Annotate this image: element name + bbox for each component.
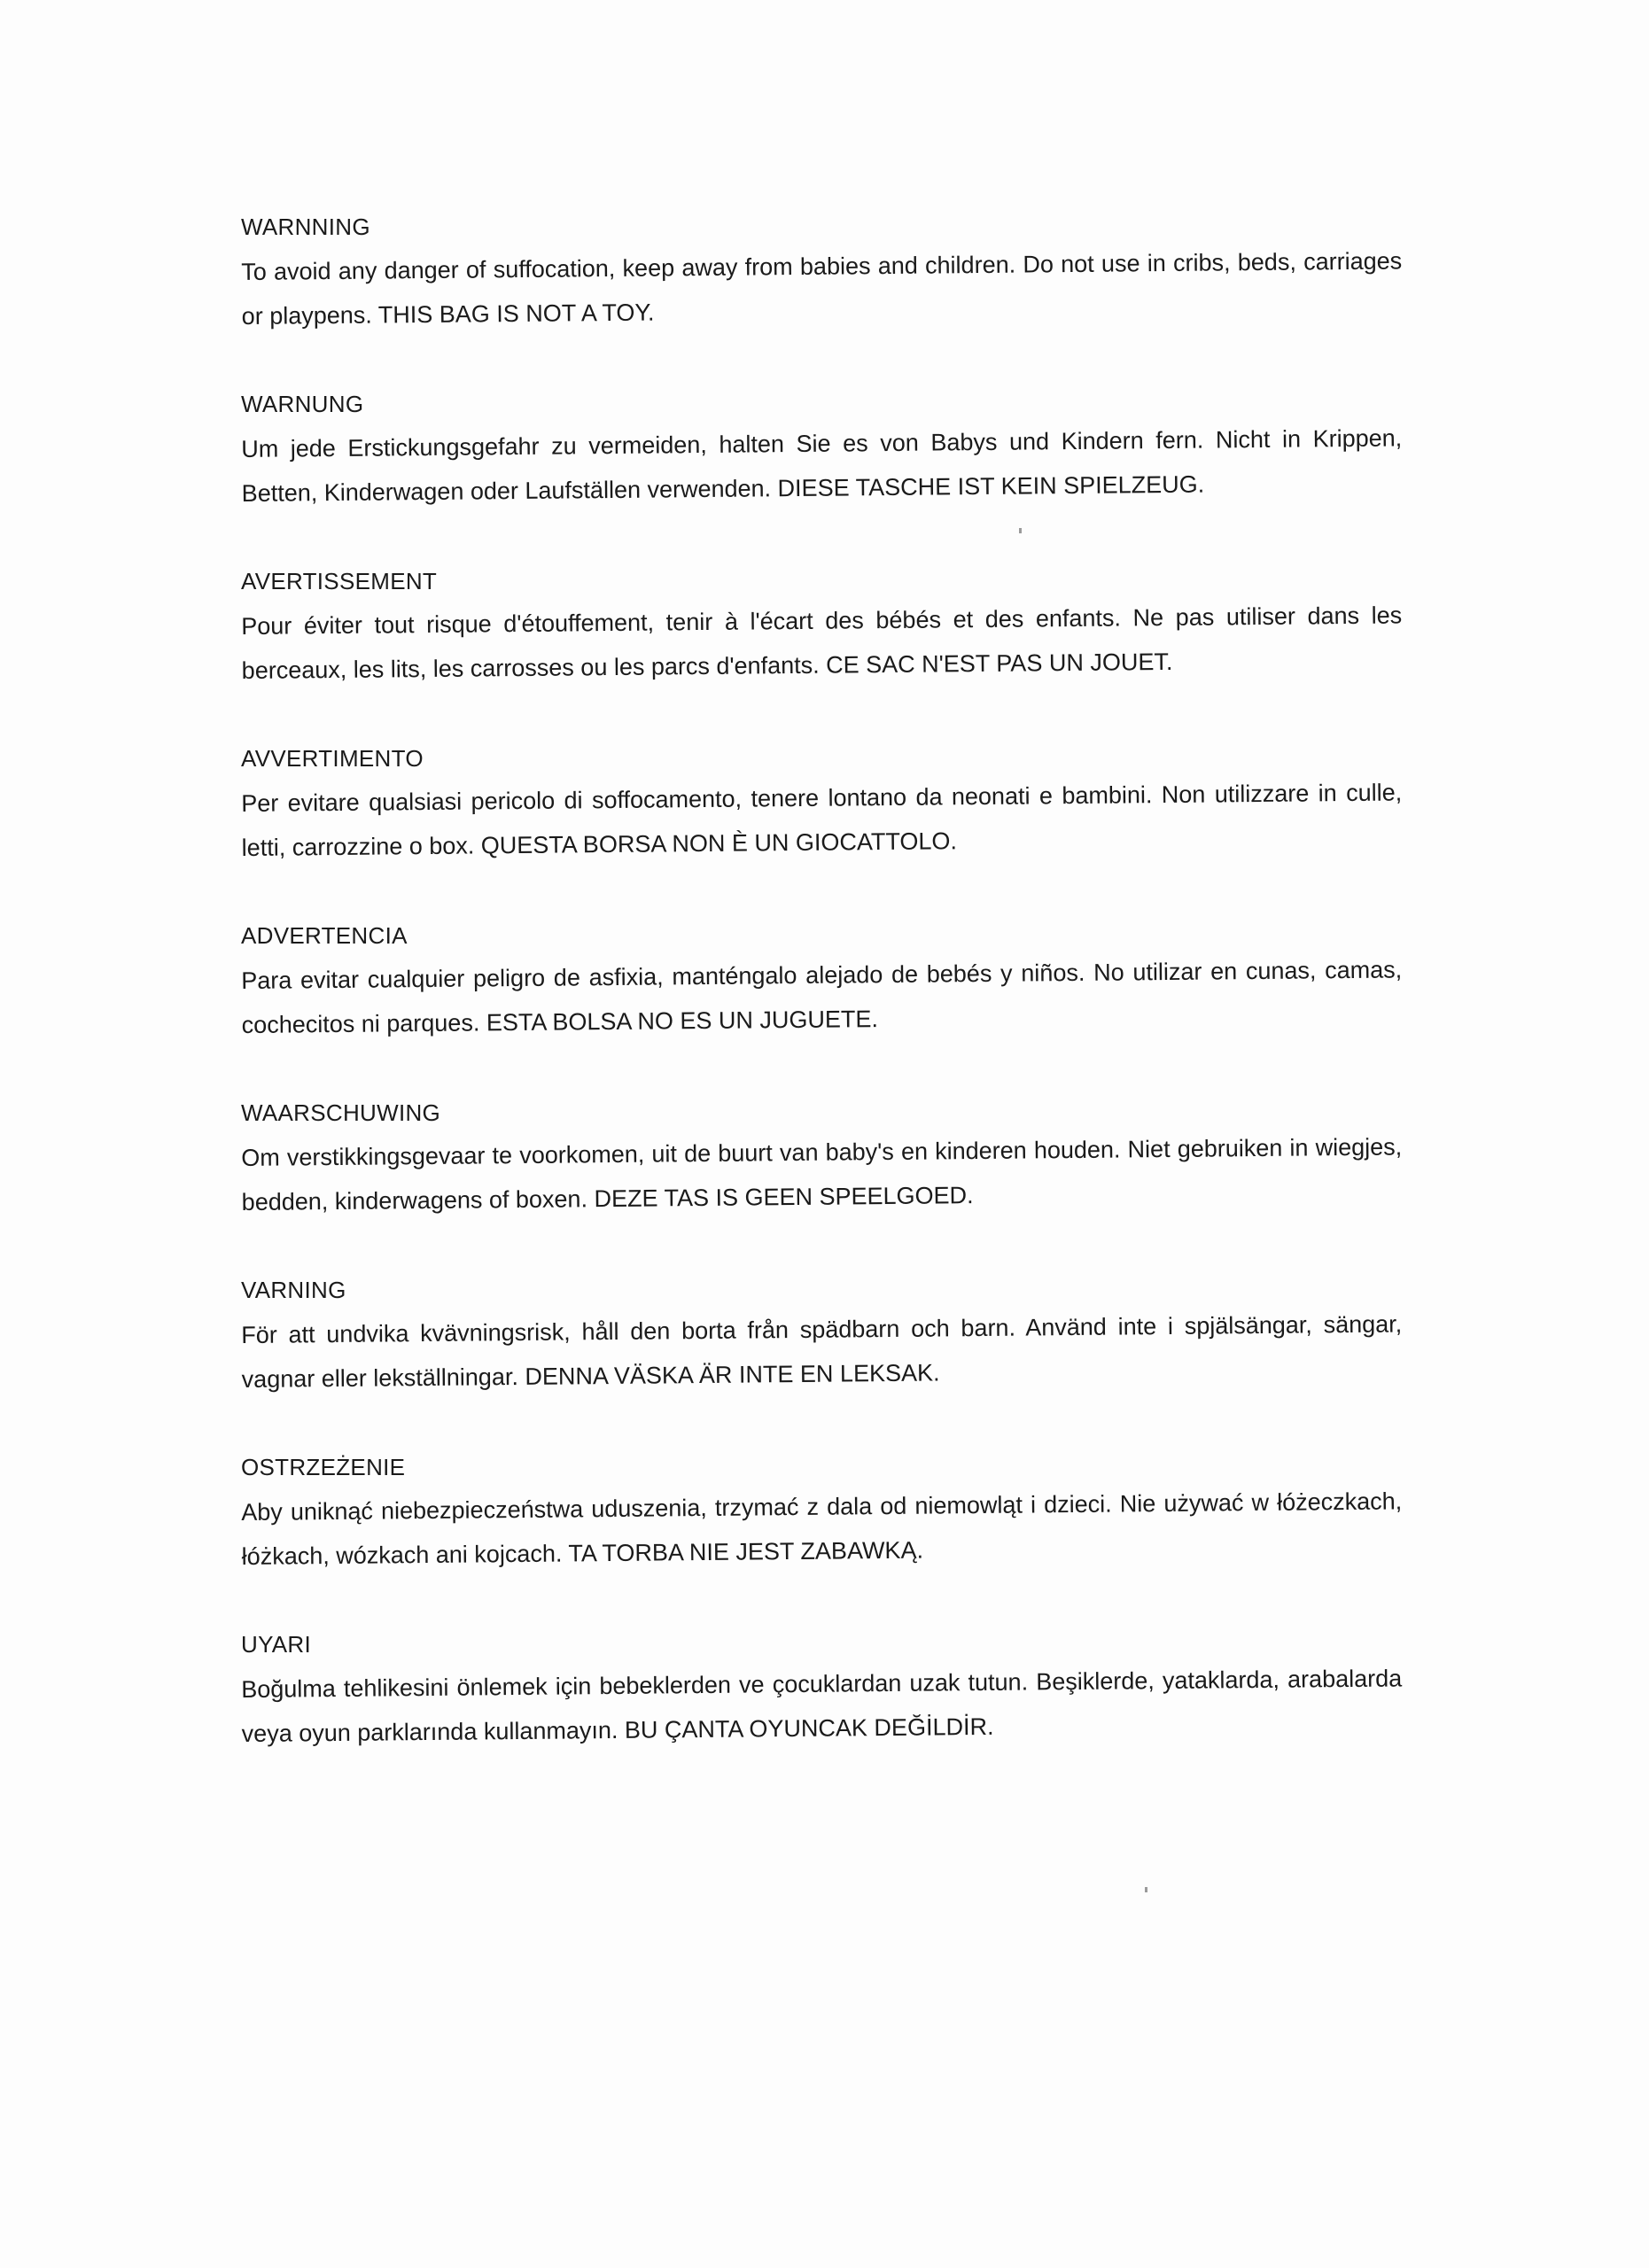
section-text: Pour éviter tout risque d'étouffement, tenir à l'écart des bébés et des enfants. Ne pas utiliser dans les berceaux, les lits, les carrosses ou les parcs d'enfants. CE SAC N'EST PAS UN JOUET. [241,602,1403,684]
section-heading: OSTRZEŻENIE [241,1454,406,1480]
warning-section-dutch [241,1097,1402,1224]
warning-section-french [241,565,1402,693]
section-text: Para evitar cualquier peligro de asfixia, manténgalo alejado de bebés y niños. No utilizar en cunas, camas, cochecitos ni parques. ESTA BOLSA NO ES UN JUGUETE. [241,956,1403,1038]
section-text: Per evitare qualsiasi pericolo di soffocamento, tenere lontano da neonati e bambini. Non utilizzare in culle, letti, carrozzine o box. QUESTA BORSA NON È UN GIOCATTOLO. [241,779,1403,861]
scan-speck [1019,528,1022,533]
section-text: Boğulma tehlikesini önlemek için bebeklerden ve çocuklardan uzak tutun. Beşiklerde, yataklarda, arabalarda veya oyun parklarında kullanmayın. BU ÇANTA OYUNCAK DEĞİLDİR. [241,1665,1403,1747]
warning-section-swedish [241,1274,1402,1402]
warning-section-italian [241,742,1402,870]
section-heading: AVVERTIMENTO [241,745,424,772]
warning-section-turkish [241,1628,1402,1756]
warning-section-german [241,388,1402,516]
section-heading: VARNING [241,1277,346,1303]
warning-section-polish [241,1451,1402,1579]
section-heading: WARNNING [241,214,370,240]
section-heading: ADVERTENCIA [241,922,408,949]
warning-section-english [241,211,1402,338]
section-heading: WARNUNG [241,391,364,417]
section-text: För att undvika kvävningsrisk, håll den borta från spädbarn och barn. Använd inte i spjälsängar, sängar, vagnar eller lekställningar. DENNA VÄSKA ÄR INTE EN LEKSAK. [241,1310,1403,1393]
section-heading: AVERTISSEMENT [241,568,438,594]
warning-text-body [241,211,1402,1806]
scan-speck [1145,1887,1147,1892]
section-text: Aby uniknąć niebezpieczeństwa uduszenia, trzymać z dala od niemowląt i dzieci. Nie używać w łóżeczkach, łóżkach, wózkach ani kojcach. TA TORBA NIE JEST ZABAWKĄ. [241,1487,1403,1570]
section-text: Om verstikkingsgevaar te voorkomen, uit de buurt van baby's en kinderen houden. Niet gebruiken in wiegjes, bedden, kinderwagens of boxen. DEZE TAS IS GEEN SPEELGOED. [241,1133,1403,1216]
section-heading: WAARSCHUWING [241,1099,441,1126]
section-text: To avoid any danger of suffocation, keep away from babies and children. Do not use in cribs, beds, carriages or playpens. THIS BAG IS NOT A TOY. [241,247,1403,330]
section-text: Um jede Erstickungsgefahr zu vermeiden, halten Sie es von Babys und Kindern fern. Nicht in Krippen, Betten, Kinderwagen oder Laufställen verwenden. DIESE TASCHE IST KEIN SPIELZEUG. [241,424,1403,507]
warning-section-spanish [241,920,1402,1047]
section-heading: UYARI [241,1631,312,1658]
